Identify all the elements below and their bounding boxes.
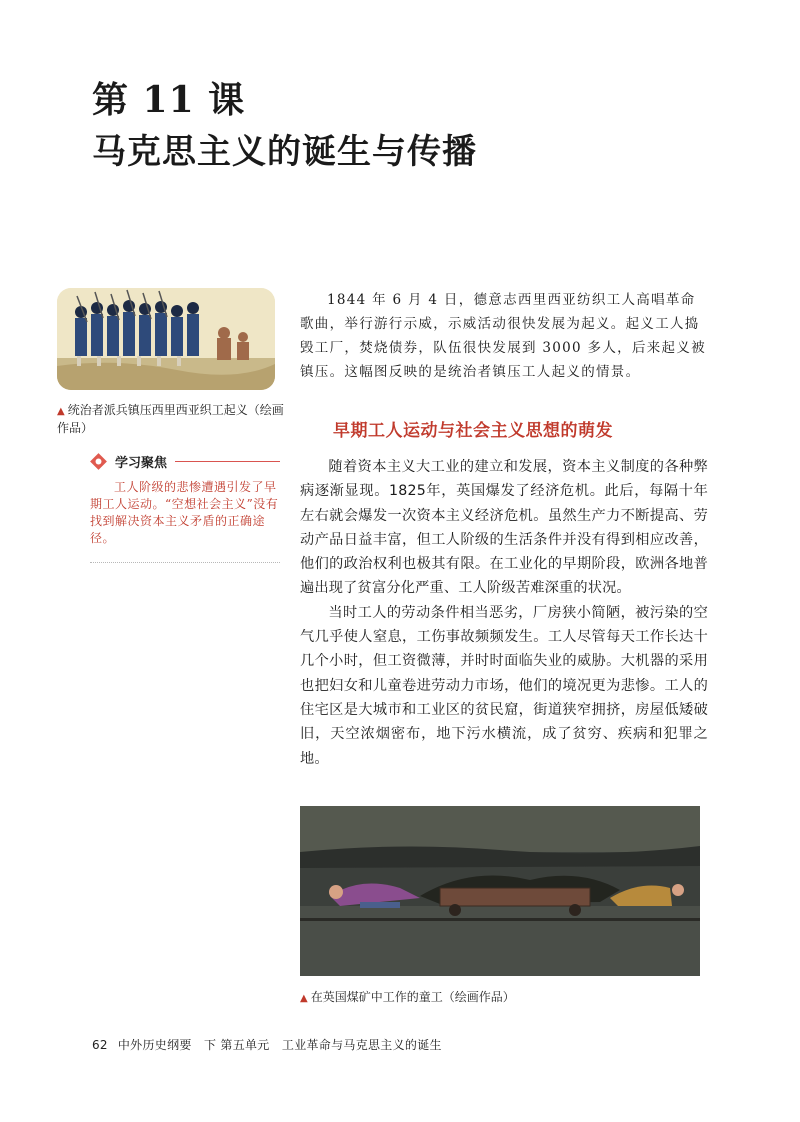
dotted-divider (90, 562, 280, 563)
lesson-name: 马克思主义的诞生与传播 (92, 132, 477, 172)
study-focus-box (90, 452, 280, 561)
section-heading: 早期工人运动与社会主义思想的萌发 (333, 421, 613, 441)
target-icon (90, 453, 107, 470)
caption-triangle-icon: ▲ (300, 993, 308, 1004)
study-focus-label: 学习聚焦 (115, 456, 168, 471)
side-image-caption: ▲ 统治者派兵镇压西里西亚织工起义（绘画作品） (57, 403, 284, 435)
caption-triangle-icon: ▲ (57, 406, 65, 417)
mine-image-caption: ▲ 在英国煤矿中工作的童工（绘画作品） (300, 990, 515, 1004)
paragraph: 随着资本主义大工业的建立和发展，资本主义制度的各种弊病逐渐显现。1825年，英国爆发了经济危机。此后，每隔十年左右就会爆发一次资本主义经济危机。虽然生产力不断提高、劳动产品日益丰富，但工人阶级的生活条件并没有得到相应改善，他们的政治权利也极其有限。在工业化的早期阶段，欧洲各地普遍出现了贫富分化严重、工人阶级苦难深重的状况。 (300, 459, 708, 597)
page-number: 62 (92, 1038, 108, 1052)
section-body (300, 455, 708, 771)
study-focus-text: 工人阶级的悲惨遭遇引发了早期工人运动。“空想社会主义”没有找到解决资本主义矛盾的正确途径。 (90, 480, 279, 545)
paragraph: 当时工人的劳动条件相当恶劣，厂房狭小简陋，被污染的空气几乎使人窒息，工伤事故频频发生。工人尽管每天工作长达十几个小时，但工资微薄，并时时面临失业的威胁。大机器的采用也把妇女和儿童卷进劳动力市场，他们的境况更为悲惨。工人的住宅区是大城市和工业区的贫民窟，街道狭窄拥挤，房屋低矮破旧，天空浓烟密布，地下污水横流，成了贫穷、疾病和犯罪之地。 (300, 604, 708, 767)
footer-text: 中外历史纲要 下 第五单元 工业革命与马克思主义的诞生 (117, 1038, 442, 1052)
divider (175, 461, 280, 462)
coal-mine-painting (300, 806, 700, 976)
page-footer (92, 1036, 442, 1053)
lesson-number: 第 11 课 (92, 79, 246, 121)
lesson-title (92, 78, 477, 176)
intro-text: 1844 年 6 月 4 日，德意志西里西亚纺织工人高唱革命歌曲，举行游行示威，示威活动很快发展为起义。起义工人捣毁工厂，焚烧债券，队伍很快发展到 3000 多人，后来起义被镇压。这幅图反映的是统治者镇压工人起义的情景。 (300, 292, 706, 380)
weaver-uprising-painting (57, 288, 275, 390)
